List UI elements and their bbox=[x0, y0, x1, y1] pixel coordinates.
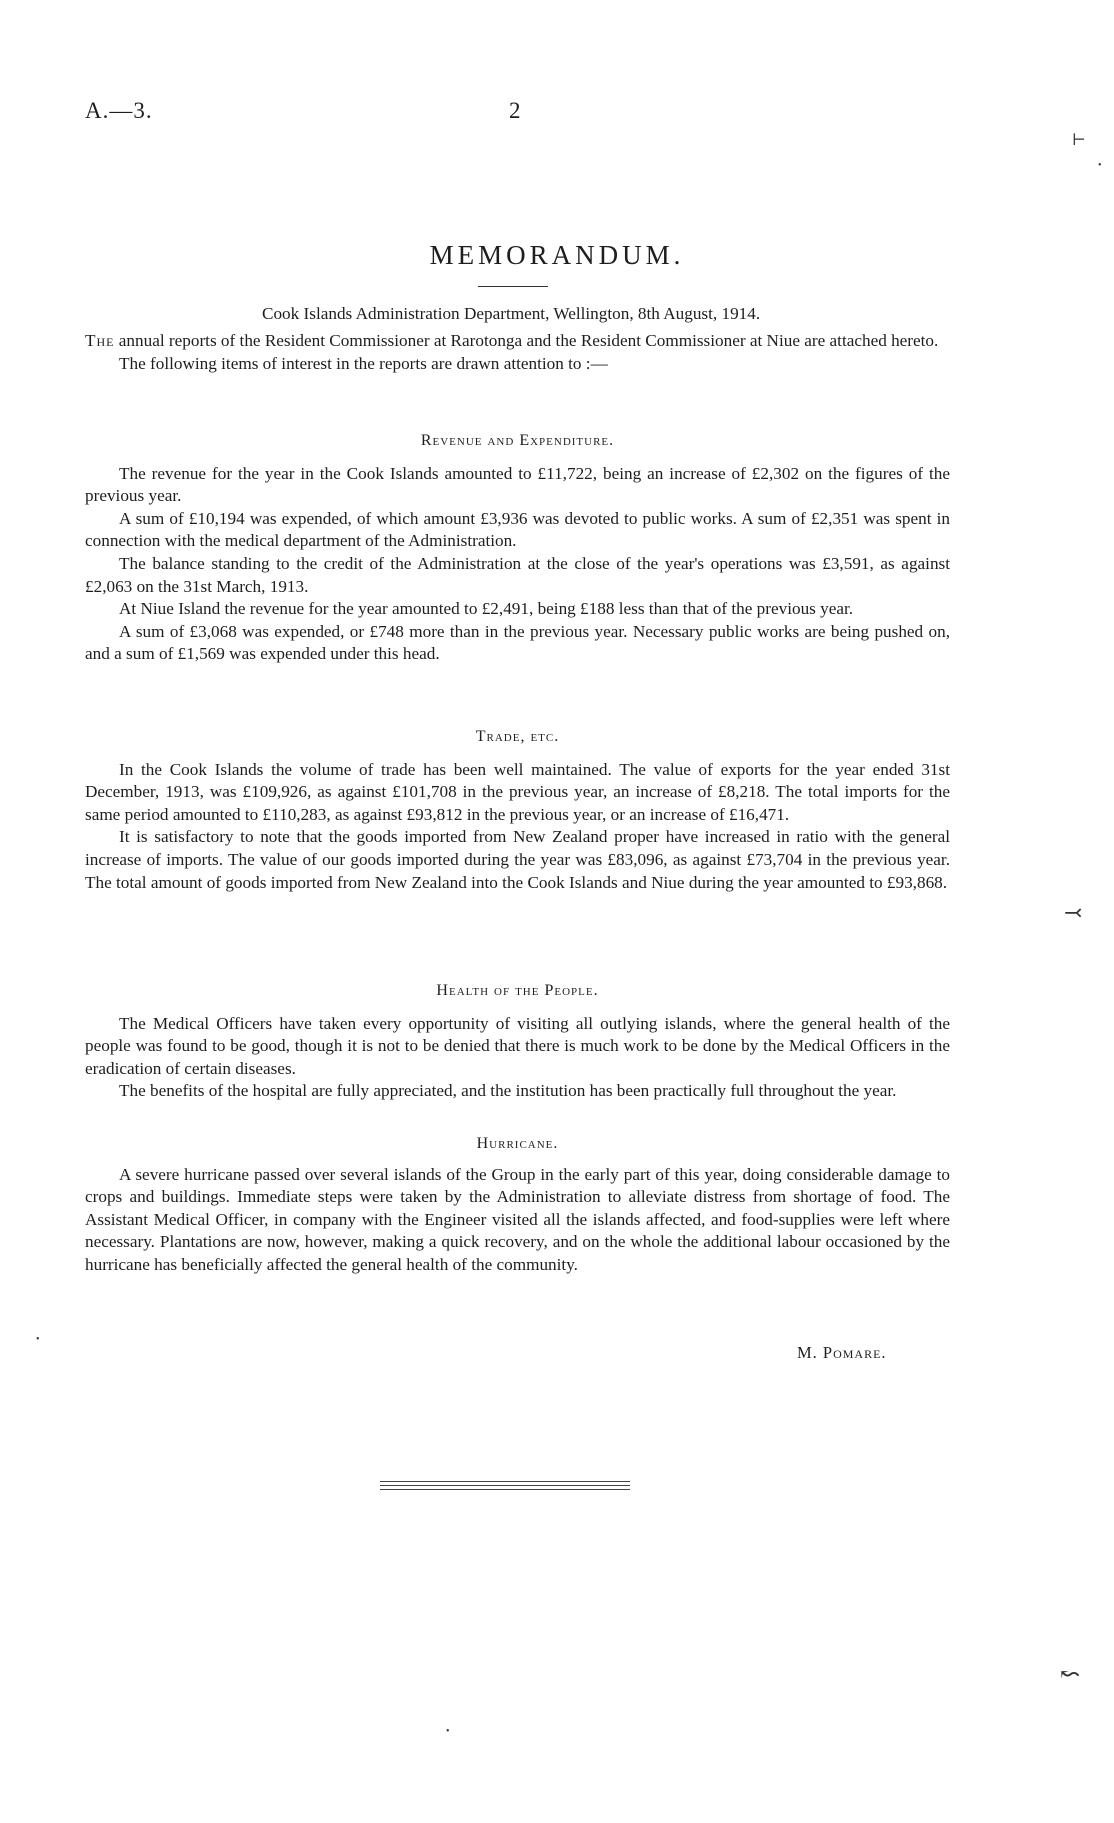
end-rule bbox=[380, 1481, 630, 1493]
intro-paragraph-1-text: annual reports of the Resident Commissioner at Rarotonga and the Resident Commissioner at Niue are attached hereto. bbox=[114, 331, 939, 350]
paragraph: In the Cook Islands the volume of trade has been well maintained. The value of exports for the year ended 31st December, 1913, was £109,926, as against £101,708 in the previous year, an increase of £8,218. The total imports for the same period amounted to £110,283, as against £93,812 in the previous year, or an increase of £16,471. bbox=[85, 759, 950, 824]
paragraph: A sum of £3,068 was expended, or £748 more than in the previous year. Necessary public works are being pushed on, and a sum of £1,569 was expended under this head. bbox=[85, 621, 950, 664]
paragraph: A sum of £10,194 was expended, of which amount £3,936 was devoted to public works. A sum of £2,351 was spent in connection with the medical department of the Administration. bbox=[85, 508, 950, 551]
intro-lead-word: The bbox=[85, 331, 115, 350]
paragraph: The revenue for the year in the Cook Islands amounted to £11,722, being an increase of £2,302 on the figures of the previous year. bbox=[85, 463, 950, 506]
margin-speck: • bbox=[446, 1726, 450, 1737]
section-heading: Revenue and Expenditure. bbox=[420, 432, 615, 449]
margin-mark: ⊢ bbox=[1072, 132, 1086, 149]
paragraph: The balance standing to the credit of the Administration at the close of the year's operations was £3,591, as against £2,063 on the 31st March, 1913. bbox=[85, 553, 950, 596]
section-hurricane bbox=[85, 1133, 950, 1277]
margin-mark: ↜ bbox=[1060, 1662, 1081, 1688]
document-reference: A.—3. bbox=[85, 98, 153, 123]
dateline: Cook Islands Administration Department, Wellington, 8th August, 1914. bbox=[262, 304, 761, 323]
intro-paragraph-2: The following items of interest in the reports are drawn attention to :— bbox=[119, 353, 608, 373]
memorandum-title: MEMORANDUM. bbox=[429, 240, 685, 270]
margin-speck: • bbox=[36, 1334, 40, 1345]
paragraph: The Medical Officers have taken every opportunity of visiting all outlying islands, where the general health of the people was found to be good, though it is not to be denied that there is much work to be done by the Medical Officers in the eradication of certain diseases. bbox=[85, 1013, 950, 1078]
signature: M. Pomare. bbox=[797, 1343, 887, 1362]
section-heading: Hurricane. bbox=[476, 1135, 559, 1152]
paragraph: At Niue Island the revenue for the year amounted to £2,491, being £188 less than that of the previous year. bbox=[119, 599, 854, 619]
section-revenue bbox=[85, 430, 950, 666]
page-number: 2 bbox=[509, 98, 522, 123]
paragraph: The benefits of the hospital are fully appreciated, and the institution has been practically full throughout the year. bbox=[119, 1081, 897, 1101]
intro-block bbox=[85, 330, 950, 375]
section-trade bbox=[85, 726, 950, 894]
intro-paragraph-1 bbox=[85, 330, 950, 353]
section-health bbox=[85, 980, 950, 1103]
margin-mark: ⤙ bbox=[1064, 900, 1083, 925]
margin-speck: • bbox=[1098, 160, 1102, 171]
title-underline bbox=[478, 286, 548, 287]
section-heading: Health of the People. bbox=[436, 982, 599, 999]
paragraph: It is satisfactory to note that the goods imported from New Zealand proper have increased in ratio with the general increase of imports. The value of our goods imported during the year was £83,096, as against £73,704 in the previous year. The total amount of goods imported from New Zealand into the Cook Islands and Niue during the year amounted to £93,868. bbox=[85, 827, 950, 892]
paragraph: A severe hurricane passed over several islands of the Group in the early part of this year, doing considerable damage to crops and buildings. Immediate steps were taken by the Administration to alleviate distress from shortage of food. The Assistant Medical Officer, in company with the Engineer visited all the islands affected, and food-supplies were left where necessary. Plantations are now, however, making a quick recovery, and on the whole the additional labour occasioned by the hurricane has beneficially affected the general health of the community. bbox=[85, 1164, 950, 1274]
section-heading: Trade, etc. bbox=[475, 728, 560, 745]
